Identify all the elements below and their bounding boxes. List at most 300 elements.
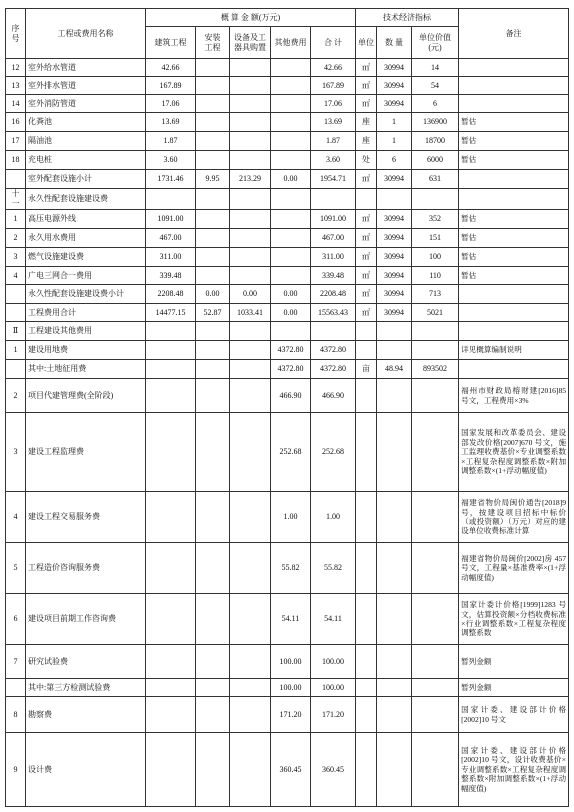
row-name: 工程造价咨询服务费 (26, 543, 146, 594)
row-construction (146, 413, 196, 492)
row-equipment (230, 379, 271, 413)
row-quantity (377, 543, 412, 594)
row-name: 工程建设其他费用 (26, 322, 146, 341)
row-other (271, 132, 311, 151)
row-equipment (230, 322, 271, 341)
row-installation (196, 341, 230, 360)
row-installation (196, 543, 230, 594)
row-unit (356, 341, 377, 360)
table-row (6, 132, 569, 151)
row-remark: 福州市财政局榕财建[2016]85 号文，工程费用×3% (459, 379, 569, 413)
row-installation (196, 492, 230, 543)
row-construction: 13.69 (146, 113, 196, 132)
row-equipment: 1033.41 (230, 304, 271, 322)
row-other (271, 322, 311, 341)
row-quantity: 30994 (377, 304, 412, 322)
row-remark (459, 59, 569, 77)
row-quantity (377, 492, 412, 543)
row-installation (196, 322, 230, 341)
row-quantity (377, 679, 412, 697)
row-equipment (230, 679, 271, 697)
row-unit: 处 (356, 151, 377, 170)
row-name: 室外配套设施小计 (26, 170, 146, 189)
row-name: 燃气设施建设费 (26, 248, 146, 267)
table-row (6, 304, 569, 322)
row-construction: 1091.00 (146, 210, 196, 229)
row-no (6, 360, 26, 379)
budget-table-container (5, 8, 568, 807)
row-no: 4 (6, 492, 26, 543)
row-equipment (230, 95, 271, 113)
row-remark (459, 322, 569, 341)
row-equipment (230, 492, 271, 543)
row-unit (356, 413, 377, 492)
row-unit (356, 543, 377, 594)
header-equipment: 设备及工 器具购置 (230, 27, 271, 59)
row-other: 0.00 (271, 304, 311, 322)
row-quantity (377, 697, 412, 733)
row-installation (196, 95, 230, 113)
row-no: 2 (6, 229, 26, 248)
row-unit (356, 645, 377, 679)
row-other: 360.45 (271, 733, 311, 807)
row-unit-price (412, 189, 459, 210)
row-unit-price: 151 (412, 229, 459, 248)
row-quantity: 30994 (377, 170, 412, 189)
row-other (271, 151, 311, 170)
row-quantity: 30994 (377, 229, 412, 248)
row-installation (196, 679, 230, 697)
row-equipment (230, 189, 271, 210)
row-name: 永久性配套设施建设费 (26, 189, 146, 210)
row-remark: 暂估 (459, 229, 569, 248)
row-other: 55.82 (271, 543, 311, 594)
row-total: 54.11 (311, 594, 356, 645)
row-no: Ⅱ (6, 322, 26, 341)
row-no: 14 (6, 95, 26, 113)
row-equipment (230, 113, 271, 132)
row-equipment (230, 341, 271, 360)
row-construction (146, 733, 196, 807)
row-total: 4372.80 (311, 341, 356, 360)
row-unit-price: 713 (412, 285, 459, 304)
row-unit: 亩 (356, 360, 377, 379)
row-other (271, 59, 311, 77)
row-other (271, 95, 311, 113)
row-equipment (230, 543, 271, 594)
row-installation (196, 645, 230, 679)
row-equipment (230, 594, 271, 645)
row-total: 42.66 (311, 59, 356, 77)
row-quantity: 30994 (377, 210, 412, 229)
row-name: 建设工程交易服务费 (26, 492, 146, 543)
row-unit: 座 (356, 113, 377, 132)
table-row (6, 413, 569, 492)
row-name: 工程费用合计 (26, 304, 146, 322)
row-total: 100.00 (311, 679, 356, 697)
row-remark: 暂估 (459, 267, 569, 285)
row-other: 171.20 (271, 697, 311, 733)
row-no: 1 (6, 210, 26, 229)
row-construction: 1731.46 (146, 170, 196, 189)
row-other (271, 189, 311, 210)
row-no (6, 679, 26, 697)
row-installation (196, 360, 230, 379)
row-name: 高压电源外线 (26, 210, 146, 229)
row-equipment: 213.29 (230, 170, 271, 189)
row-unit-price: 631 (412, 170, 459, 189)
table-row (6, 492, 569, 543)
row-quantity: 1 (377, 113, 412, 132)
row-no: 8 (6, 697, 26, 733)
row-unit-price: 54 (412, 77, 459, 95)
row-quantity (377, 341, 412, 360)
row-unit-price (412, 733, 459, 807)
row-unit-price (412, 697, 459, 733)
row-unit: ㎡ (356, 210, 377, 229)
header-unit-price: 单位价值 (元) (412, 27, 459, 59)
row-no: 13 (6, 77, 26, 95)
row-installation (196, 132, 230, 151)
row-total: 1.87 (311, 132, 356, 151)
row-name: 项目代建管理费(全阶段) (26, 379, 146, 413)
row-construction (146, 341, 196, 360)
row-name: 其中:第三方检测试验费 (26, 679, 146, 697)
header-no: 序号 (6, 9, 26, 59)
row-total: 311.00 (311, 248, 356, 267)
row-remark: 国家计委、建设部计价格[2002]10 号文，设计收费基价×专业调整系数×工程复杂程度调整系数×附加调整系数×(1+浮动幅度值) (459, 733, 569, 807)
row-unit-price: 110 (412, 267, 459, 285)
header-row-1 (6, 9, 569, 27)
row-equipment (230, 151, 271, 170)
row-quantity: 1 (377, 132, 412, 151)
row-other: 100.00 (271, 679, 311, 697)
row-construction (146, 543, 196, 594)
row-other: 466.90 (271, 379, 311, 413)
row-name: 建设工程监理费 (26, 413, 146, 492)
row-name: 室外消防管道 (26, 95, 146, 113)
row-unit-price (412, 679, 459, 697)
row-other (271, 267, 311, 285)
row-construction (146, 594, 196, 645)
row-unit: ㎡ (356, 304, 377, 322)
row-unit: ㎡ (356, 229, 377, 248)
row-name: 建设用地费 (26, 341, 146, 360)
row-quantity (377, 594, 412, 645)
row-name: 永久性配套设施建设费小计 (26, 285, 146, 304)
row-unit: ㎡ (356, 59, 377, 77)
row-other (271, 113, 311, 132)
row-remark: 福建省物价局闽价[2002]房 457 号文，工程量×基准费率×(1+浮动幅度值) (459, 543, 569, 594)
row-quantity: 30994 (377, 267, 412, 285)
row-construction (146, 492, 196, 543)
row-remark: 国家发展和改革委员会、建设部发改价格[2007]670 号文，施工监理收费基价×专业调整系数×工程复杂程度调整系数×附加调整系数×(1+浮动幅度值) (459, 413, 569, 492)
table-row (6, 189, 569, 210)
row-other: 0.00 (271, 170, 311, 189)
row-total: 1091.00 (311, 210, 356, 229)
row-unit: ㎡ (356, 248, 377, 267)
row-other (271, 210, 311, 229)
row-installation (196, 210, 230, 229)
row-unit-price: 14 (412, 59, 459, 77)
row-unit (356, 697, 377, 733)
row-no: 9 (6, 733, 26, 807)
row-installation (196, 413, 230, 492)
row-unit-price (412, 341, 459, 360)
row-construction: 167.89 (146, 77, 196, 95)
row-unit (356, 492, 377, 543)
row-quantity: 30994 (377, 248, 412, 267)
row-installation (196, 267, 230, 285)
row-unit-price: 6 (412, 95, 459, 113)
row-unit-price (412, 413, 459, 492)
row-total (311, 189, 356, 210)
row-installation (196, 697, 230, 733)
row-remark: 暂列金额 (459, 679, 569, 697)
table-row (6, 229, 569, 248)
row-remark: 详见概算编制说明 (459, 341, 569, 360)
row-other (271, 77, 311, 95)
header-name: 工程或费用名称 (26, 9, 146, 59)
row-other: 4372.80 (271, 360, 311, 379)
row-total: 100.00 (311, 645, 356, 679)
row-construction: 1.87 (146, 132, 196, 151)
row-construction: 311.00 (146, 248, 196, 267)
row-unit (356, 679, 377, 697)
row-unit (356, 733, 377, 807)
row-unit-price: 18700 (412, 132, 459, 151)
row-total: 3.60 (311, 151, 356, 170)
row-name: 设计费 (26, 733, 146, 807)
row-remark: 福建省物价局闽价通告[2018]9 号，按建设项目招标中标价（或投资额）（万元）对应的建设单位收费标准计算 (459, 492, 569, 543)
row-equipment: 0.00 (230, 285, 271, 304)
row-no: 1 (6, 341, 26, 360)
row-other: 0.00 (271, 285, 311, 304)
table-row (6, 543, 569, 594)
row-quantity: 6 (377, 151, 412, 170)
table-row (6, 267, 569, 285)
row-quantity (377, 413, 412, 492)
row-other (271, 229, 311, 248)
row-installation (196, 379, 230, 413)
row-unit: ㎡ (356, 285, 377, 304)
row-equipment (230, 132, 271, 151)
table-row (6, 151, 569, 170)
row-unit: ㎡ (356, 170, 377, 189)
row-unit-price (412, 543, 459, 594)
row-remark: 国家计委、建设部计价格[2002]10 号文 (459, 697, 569, 733)
row-equipment (230, 697, 271, 733)
row-unit-price: 100 (412, 248, 459, 267)
row-no: 3 (6, 413, 26, 492)
row-no: 6 (6, 594, 26, 645)
row-installation: 52.87 (196, 304, 230, 322)
row-installation (196, 733, 230, 807)
row-name: 建设项目前期工作咨询费 (26, 594, 146, 645)
row-installation (196, 151, 230, 170)
row-quantity (377, 733, 412, 807)
row-name: 室外给水管道 (26, 59, 146, 77)
row-remark (459, 285, 569, 304)
row-quantity: 30994 (377, 95, 412, 113)
row-remark (459, 360, 569, 379)
header-construction: 建筑工程 (146, 27, 196, 59)
row-other: 252.68 (271, 413, 311, 492)
row-remark (459, 77, 569, 95)
row-equipment (230, 59, 271, 77)
row-no: 18 (6, 151, 26, 170)
row-quantity: 30994 (377, 285, 412, 304)
table-row (6, 170, 569, 189)
row-construction: 42.66 (146, 59, 196, 77)
row-total: 17.06 (311, 95, 356, 113)
row-construction (146, 360, 196, 379)
row-no: 5 (6, 543, 26, 594)
row-remark: 国家计委计价格[1999]1283 号文，估算投资额×分档收费标准×行业调整系数×工程复杂程度调整系数 (459, 594, 569, 645)
header-unit: 单位 (356, 27, 377, 59)
row-no: 16 (6, 113, 26, 132)
row-remark: 暂估 (459, 248, 569, 267)
table-row (6, 285, 569, 304)
row-other: 1.00 (271, 492, 311, 543)
row-equipment (230, 267, 271, 285)
row-total: 13.69 (311, 113, 356, 132)
row-unit-price: 5021 (412, 304, 459, 322)
row-construction (146, 322, 196, 341)
row-unit-price (412, 322, 459, 341)
table-row (6, 379, 569, 413)
table-row (6, 594, 569, 645)
row-construction: 339.48 (146, 267, 196, 285)
row-quantity (377, 189, 412, 210)
row-installation (196, 113, 230, 132)
table-row (6, 733, 569, 807)
row-total: 167.89 (311, 77, 356, 95)
row-unit (356, 379, 377, 413)
row-construction (146, 697, 196, 733)
row-total: 467.00 (311, 229, 356, 248)
row-remark (459, 170, 569, 189)
row-quantity: 30994 (377, 59, 412, 77)
row-equipment (230, 413, 271, 492)
row-remark (459, 95, 569, 113)
row-construction (146, 189, 196, 210)
row-unit-price (412, 492, 459, 543)
row-no (6, 285, 26, 304)
row-equipment (230, 77, 271, 95)
row-remark (459, 304, 569, 322)
header-remark: 备注 (459, 9, 569, 59)
row-total: 4372.80 (311, 360, 356, 379)
row-equipment (230, 248, 271, 267)
row-installation (196, 229, 230, 248)
row-unit-price (412, 379, 459, 413)
row-unit (356, 189, 377, 210)
row-remark: 暂估 (459, 210, 569, 229)
row-no: 17 (6, 132, 26, 151)
table-row (6, 697, 569, 733)
table-row (6, 679, 569, 697)
row-equipment (230, 210, 271, 229)
row-total: 1954.71 (311, 170, 356, 189)
row-construction (146, 645, 196, 679)
row-no (6, 304, 26, 322)
row-remark: 暂列金额 (459, 645, 569, 679)
row-unit-price: 352 (412, 210, 459, 229)
row-name: 研究试验费 (26, 645, 146, 679)
row-construction (146, 379, 196, 413)
row-installation (196, 248, 230, 267)
row-total: 339.48 (311, 267, 356, 285)
row-name: 勘察费 (26, 697, 146, 733)
row-unit-price: 6000 (412, 151, 459, 170)
row-construction: 3.60 (146, 151, 196, 170)
row-installation: 0.00 (196, 285, 230, 304)
row-unit-price (412, 594, 459, 645)
row-remark: 暂估 (459, 151, 569, 170)
row-unit: 座 (356, 132, 377, 151)
row-other: 100.00 (271, 645, 311, 679)
row-quantity (377, 322, 412, 341)
row-installation (196, 594, 230, 645)
row-unit: ㎡ (356, 267, 377, 285)
row-remark: 暂估 (459, 132, 569, 151)
table-row (6, 95, 569, 113)
row-total: 466.90 (311, 379, 356, 413)
row-total: 252.68 (311, 413, 356, 492)
row-construction (146, 679, 196, 697)
row-unit (356, 594, 377, 645)
row-quantity: 48.94 (377, 360, 412, 379)
header-total: 合 计 (311, 27, 356, 59)
row-unit-price: 893502 (412, 360, 459, 379)
row-construction: 2208.48 (146, 285, 196, 304)
row-installation (196, 189, 230, 210)
row-total: 55.82 (311, 543, 356, 594)
row-total (311, 322, 356, 341)
header-tech-group: 技术经济指标 (356, 9, 459, 27)
row-no: 3 (6, 248, 26, 267)
row-construction: 14477.15 (146, 304, 196, 322)
row-no (6, 170, 26, 189)
row-no: 7 (6, 645, 26, 679)
row-remark: 暂估 (459, 113, 569, 132)
table-row (6, 210, 569, 229)
header-other: 其他费用 (271, 27, 311, 59)
header-installation: 安装 工程 (196, 27, 230, 59)
header-amount-group: 概 算 金 额(万元) (146, 9, 356, 27)
table-row (6, 341, 569, 360)
row-construction: 17.06 (146, 95, 196, 113)
row-construction: 467.00 (146, 229, 196, 248)
row-unit (356, 322, 377, 341)
table-row (6, 59, 569, 77)
table-row (6, 360, 569, 379)
row-unit-price: 136900 (412, 113, 459, 132)
table-body (6, 59, 569, 807)
row-name: 充电桩 (26, 151, 146, 170)
row-total: 171.20 (311, 697, 356, 733)
table-row (6, 248, 569, 267)
row-quantity (377, 645, 412, 679)
row-total: 15563.43 (311, 304, 356, 322)
row-installation: 9.95 (196, 170, 230, 189)
row-name: 室外排水管道 (26, 77, 146, 95)
row-total: 2208.48 (311, 285, 356, 304)
row-equipment (230, 360, 271, 379)
row-quantity: 30994 (377, 77, 412, 95)
row-name: 化粪池 (26, 113, 146, 132)
